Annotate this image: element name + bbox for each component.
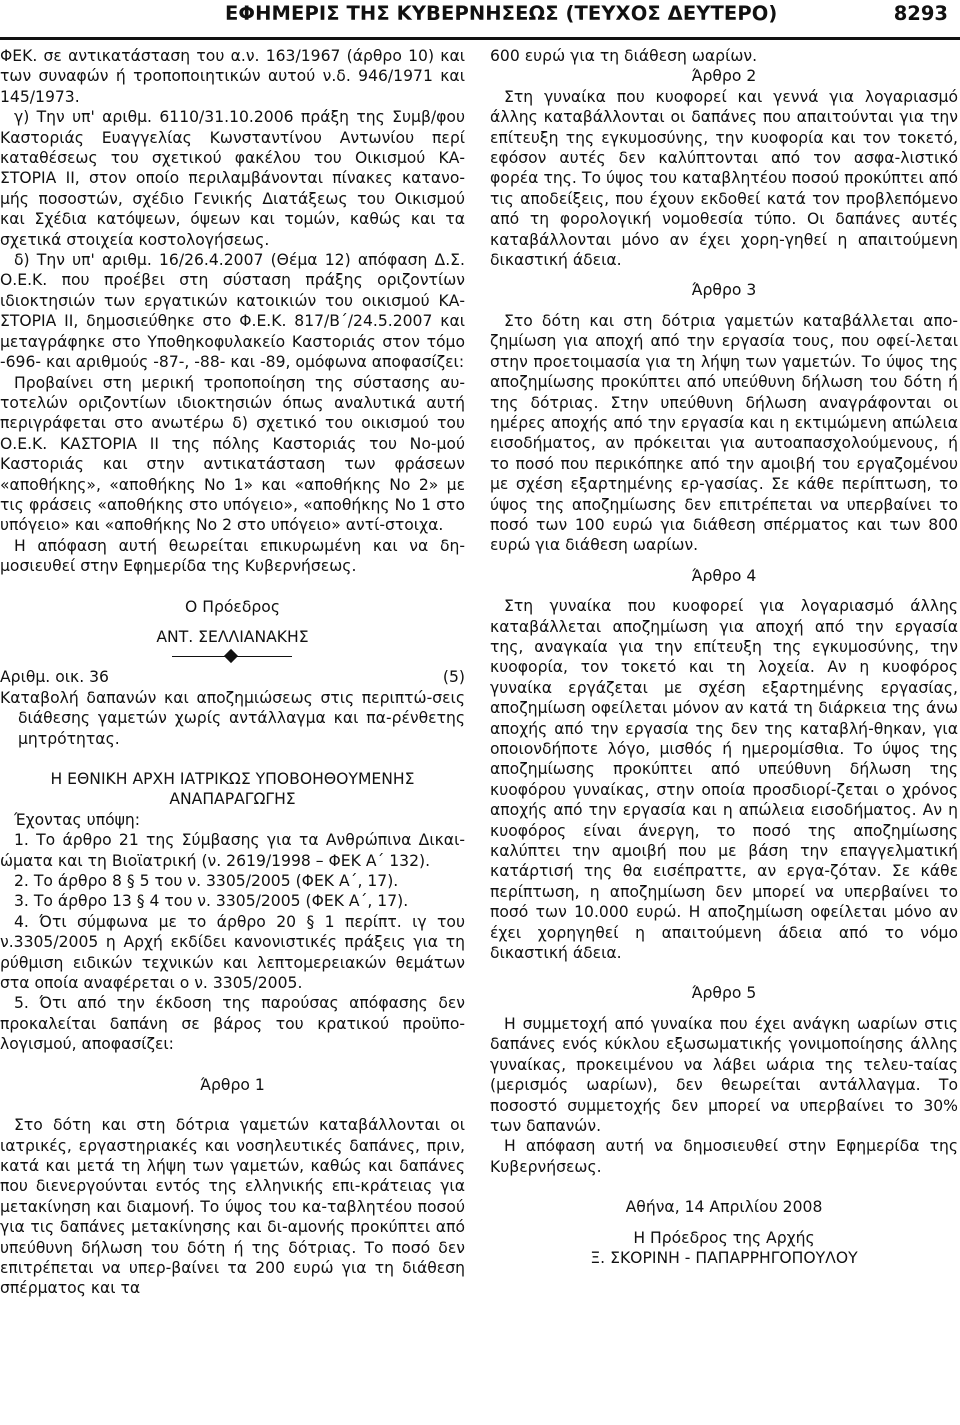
page-number: 8293 <box>893 2 948 25</box>
decision-index: (5) <box>442 668 465 687</box>
president-name: Ξ. ΣΚΟΡΙΝΗ - ΠΑΠΑΡΡΗΓΟΠΟΥΛΟΥ <box>590 1248 858 1267</box>
article-title: Άρθρο 2 <box>691 67 757 86</box>
gazette-title: ΕΦΗΜΕΡΙΣ ΤΗΣ ΚΥΒΕΡΝΗΣΕΩΣ (ΤΕΥΧΟΣ ΔΕΥΤΕΡΟ) <box>225 2 778 25</box>
spacer <box>490 301 958 311</box>
list-item: 3. Το άρθρο 13 § 4 του ν. 3305/2005 (ΦΕΚ Α΄, 17). <box>14 892 409 911</box>
spacer <box>490 963 958 983</box>
paragraph: δ) Την υπ' αριθμ. 16/26.4.2007 (Θέμα 12) απόφαση Δ.Σ. Ο.Ε.Κ. που προέβει στη σύσταση πράξης οριζοντίων ιδιοκτησιών των εργατικών κατοικιών του οικισμού ΚΑ-ΣΤΟΡΙΑ ΙΙ, δημοσιεύθηκε στο Φ.Ε.Κ. 817/Β΄/24.5.2007 και μεταγράφηκε στο Υποθηκοφυλακείο Καστοριάς στον τόμο -696- και αριθμούς -87-, -88- και -89, ομόφωνα αποφασίζει: <box>0 251 465 372</box>
list-item: 4. Ότι σύμφωνα με το άρθρο 20 § 1 περίπτ. ιγ του ν.3305/2005 η Αρχή εκδίδει κανονιστικές πράξεις για τη ρύθμιση ειδικών τεχνικών και λεπτομερειακών θεμάτων στα οποία αναφέρεται ο ν. 3305/2005. <box>0 912 465 993</box>
gazette-header <box>0 0 960 40</box>
spacer <box>490 270 958 280</box>
list-item: 5. Ότι από την έκδοση της παρούσας απόφασης δεν προκαλείται δαπάνη σε βάρος του κρατικού προϋπο-λογισμού, αποφασίζει: <box>0 994 465 1054</box>
decision-title: Καταβολή δαπανών και αποζημιώσεως στις περιπτώ-σεις διάθεσης γαμετών χωρίς αντάλλαγμα και πα-ρένθετης μητρότητας. <box>0 688 465 748</box>
paragraph: ΦΕΚ. σε αντικατάσταση του α.ν. 163/1967 (άρθρο 10) και των συναφών ή τροποποιητικών αυτού ν.δ. 946/1971 και 145/1973. <box>0 47 465 106</box>
authority-name: Η ΕΘΝΙΚΗ ΑΡΧΗ ΙΑΤΡΙΚΩΣ ΥΠΟΒΟΗΘΟΥΜΕΝΗΣ <box>50 770 415 788</box>
spacer <box>0 1055 465 1075</box>
signature-date: Αθήνα, 14 Απριλίου 2008 <box>625 1198 823 1217</box>
article-text: Στο δότη και στη δότρια γαμετών καταβάλλεται απο-ζημίωση για αποχή από την εργασία τους, που οφεί-λεται στην προετοιμασία για τη λήψη των γαμετών. Το ύψος της αποζημίωσης προκύπτει από υπεύθυνη δήλωση του δότη ή της δότριας. Στην υπεύθυνη δήλωση αναγράφονται οι ημέρες αποχής από την εργασία και η εκτιμώμενη απώλεια εισοδήματος, αν πρόκειται για αυτοαπασχολούμενους, ή το ποσό που περικόπηκε από την αμοιβή του εργαζομένου με σχέση εξαρτημένης ερ-γασίας. Σε κάθε περίπτωση, το ύψος της αποζημίωσης δεν επιτρέπεται να υπερβαίνει το ποσό των 100 ευρώ για διάθεση σπέρματος και των 800 ευρώ για διάθεση ωαρίων. <box>490 311 958 555</box>
spacer <box>490 1177 958 1197</box>
spacer <box>0 1095 465 1115</box>
left-column <box>0 46 465 1299</box>
spacer <box>490 1218 958 1228</box>
article-title: Άρθρο 5 <box>691 984 757 1003</box>
closing-text: Η απόφαση αυτή να δημοσιευθεί στην Εφημερίδα της Κυβερνήσεως. <box>490 1137 958 1176</box>
article-title: Άρθρο 1 <box>200 1075 265 1094</box>
article-text: Στη γυναίκα που κυοφορεί για λογαριασμό άλλης καταβάλλεται αποζημίωση για αποχή από την εργασία της, αναγκαία για την επίτευξη της εγκυμοσύνης, την κυοφορία, τον τοκετό και τη λοχεία. Αν η κυοφόρος γυναίκα εργάζεται με σχέση εξαρτημένης εργασίας, αποζημίωση οφείλεται μόνον αν κατά τη διάρκεια της άνω αποχής από την εργασία της δεν της καταβλή-θηκαν, για οποιονδήποτε λόγο, μισθός ή ημερομίσθια. Το ύψος της αποζημίωσης προκύπτει από υπεύθυνη δήλωση της κυοφόρου γυναίκας, στην οποία προσδιορί-ζεται ο χρόνος αποχής από την εργασία και η απώλεια εισοδήματος. Αν η κυοφόρος είναι άνεργη, το ποσό της αποζημίωσης καλύπτει την αμοιβή που με βάση την επαγγελματική κατάρτισή της θα εισέπραττε, αν εργα-ζόταν. Σε κάθε περίπτωση, η αποζημίωση δεν μπορεί να υπερβαίνει το ποσό των 10.000 ευρώ. Η αποζημίωση οφείλεται μόνο αν έχει χορηγηθεί η απαιτούμενη άδεια από το νόμο δικαστική άδεια. <box>490 597 958 963</box>
authority-name: ΑΝΑΠΑΡΑΓΩΓΗΣ <box>169 790 296 809</box>
right-column <box>490 46 958 1268</box>
president-role: Η Πρόεδρος της Αρχής <box>633 1228 815 1247</box>
diamond-icon <box>224 649 238 663</box>
paragraph: 600 ευρώ για τη διάθεση ωαρίων. <box>490 47 758 65</box>
decision-header <box>0 667 465 687</box>
spacer <box>490 586 958 596</box>
article-title: Άρθρο 3 <box>691 281 757 300</box>
paragraph: γ) Την υπ' αριθμ. 6110/31.10.2006 πράξη της Συμβ/φου Καστοριάς Ευαγγελίας Κωνσταντίνου Αντωνίου περί καταθέσεως του σχετικού φακέλου του Οικισμού ΚΑ-ΣΤΟΡΙΑ ΙΙ, στον οποίο περιλαμβάνονται πίνακες κατανο-μής ποσοστών, σχέδιο Γενικής Διατάξεως του Οικισμού και Σχέδια κατόψεων, όψεων και τομών, καθώς και τα σχετικά στοιχεία κοστολογήσεως. <box>0 108 465 249</box>
signer-name: ΑΝΤ. ΣΕΛΛΙΑΝΑΚΗΣ <box>156 627 309 646</box>
spacer <box>490 556 958 566</box>
article-text: Στο δότη και στη δότρια γαμετών καταβάλλονται οι ιατρικές, εργαστηριακές και νοσηλευτικές δαπάνες, πριν, κατά και μετά τη λήψη των γαμετών, καθώς και δαπάνες που διενεργούνται εντός της ελληνικής επι-κράτειας για μετακίνηση και διαμονή. Το ύψος του κα-ταβλητέου ποσού για τις δαπάνες μετακίνησης και δι-αμονής προκύπτει από υπεύθυνη δήλωση του δότη ή της δότριας. Το ποσό δεν επιτρέπεται να υπερ-βαίνει τα 200 ευρώ για τη διάθεση σπέρματος και τα <box>0 1116 465 1298</box>
paragraph: Προβαίνει στη μερική τροποποίηση της σύστασης αυ-τοτελών οριζοντίων ιδιοκτησιών όπως αναλυτικά αυτή περιγράφεται στο ανωτέρω δ) σχετικό του οικισμού του Ο.Ε.Κ. ΚΑΣΤΟΡΙΑ ΙΙ της πόλης Καστοριάς του Νο-μού Καστοριάς και στην αντικατάσταση των φράσεων «αποθήκης», «αποθήκης Νο 1» και «αποθήκης Νο 2» με τις φράσεις «αποθήκης στο υπόγειο», «αποθήκης Νο 1 στο υπόγειο» και «αποθήκης Νο 2 στο υπόγειο» αντί-στοιχα. <box>0 373 465 535</box>
spacer <box>0 577 465 597</box>
spacer <box>0 617 465 627</box>
having-regard: Έχοντας υπόψη: <box>14 810 141 829</box>
article-text: Η συμμετοχή από γυναίκα που έχει ανάγκη ωαρίων στις δαπάνες ενός κύκλου εξωσωματικής γονιμοποίησης άλλης γυναίκας, προκειμένου να λάβει ωάρια της τελευ-ταίας (μερισμός ωαρίων), δεν θεωρείται αντάλλαγμα. Το ποσοστό συμμετοχής δεν μπορεί να υπερβαίνει το 30% των δαπανών. <box>490 1014 958 1135</box>
decision-number: Αριθμ. οικ. 36 <box>0 668 109 687</box>
article-text: Στη γυναίκα που κυοφορεί και γεννά για λογαριασμό άλλης καταβάλλονται οι δαπάνες που απαιτούνται για την επίτευξη της εγκυμοσύνης, την κυοφορία και τον τοκετό, εφόσον αυτές δεν καλύπτονται από τον ασφα-λιστικό φορέα της. Το ύψος του καταβλητέου ποσού προκύπτει από τις αποδείξεις, που έχουν εκδοθεί κατά τον προβλεπόμενο από τη φορολογική νομοθεσία τύπο. Οι δαπάνες αυτές καταβάλλονται μόνο αν έχει χορη-γηθεί η απαιτούμενη δικαστική άδεια. <box>490 87 958 270</box>
signer-role: Ο Πρόεδρος <box>185 597 280 616</box>
spacer <box>0 749 465 769</box>
spacer <box>490 1004 958 1014</box>
article-title: Άρθρο 4 <box>691 566 757 585</box>
list-item: 1. Το άρθρο 21 της Σύμβασης για τα Ανθρώπινα Δικαι-ώματα και τη Βιοϊατρική (ν. 2619/1998 – ΦΕΚ Α΄ 132). <box>0 831 465 870</box>
list-item: 2. Το άρθρο 8 § 5 του ν. 3305/2005 (ΦΕΚ Α΄, 17). <box>14 872 399 891</box>
paragraph: Η απόφαση αυτή θεωρείται επικυρωμένη και να δη-μοσιευθεί στην Εφημερίδα της Κυβερνήσεως. <box>0 536 465 576</box>
header-rule <box>0 37 960 40</box>
section-separator <box>0 647 465 667</box>
